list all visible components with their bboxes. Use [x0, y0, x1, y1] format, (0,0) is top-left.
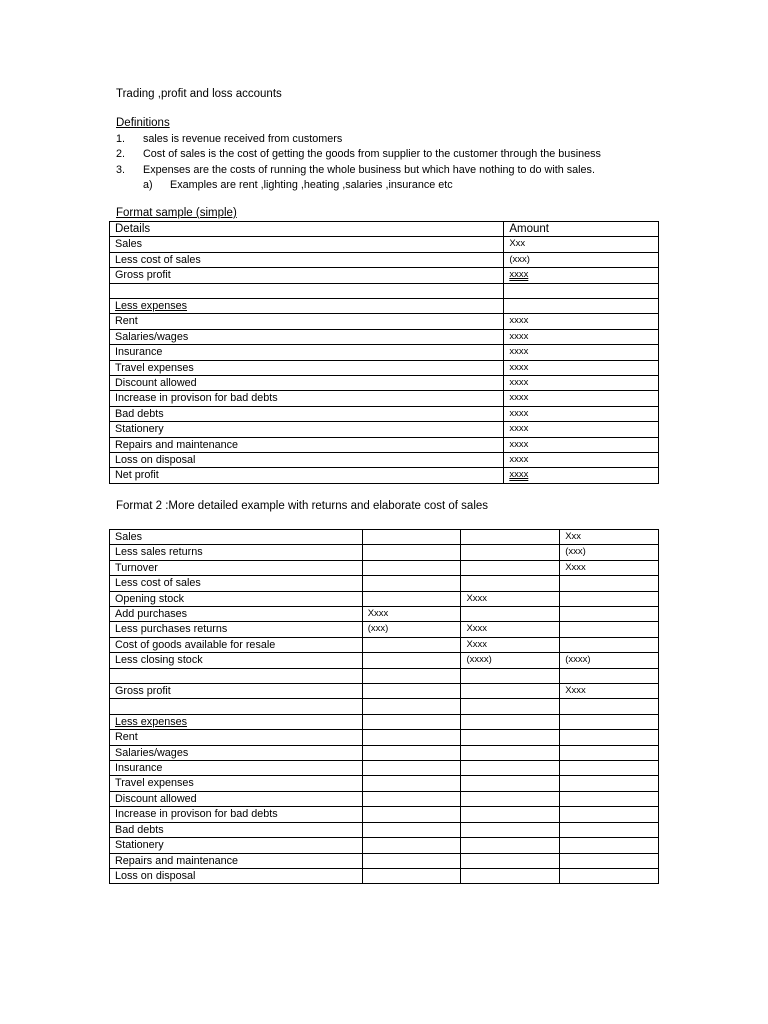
- format2-cell-c2: [362, 822, 461, 837]
- format1-row-label: Sales: [110, 237, 504, 252]
- format2-table: [109, 529, 659, 884]
- format1-row-label: Salaries/wages: [110, 329, 504, 344]
- format1-row: [110, 437, 659, 452]
- format1-row-label: Net profit: [110, 468, 504, 483]
- format2-cell-c4: [560, 591, 659, 606]
- format2-cell-c2: [362, 699, 461, 714]
- definition-text: Expenses are the costs of running the whole business but which have nothing to do with sales.: [143, 163, 595, 176]
- format2-cell-c3: [461, 576, 560, 591]
- format2-row-label: Less sales returns: [110, 545, 363, 560]
- format2-row: [110, 868, 659, 883]
- format1-row: [110, 268, 659, 283]
- format2-cell-c2: [362, 776, 461, 791]
- format2-row-label: Salaries/wages: [110, 745, 363, 760]
- format2-cell-c3: [461, 530, 560, 545]
- format2-row: [110, 684, 659, 699]
- format2-cell-c3: [461, 560, 560, 575]
- format2-row-label: Sales: [110, 530, 363, 545]
- format2-cell-c3: Xxxx: [461, 622, 560, 637]
- format2-cell-c3: Xxxx: [461, 637, 560, 652]
- format1-row-amount: xxxx: [504, 329, 659, 344]
- format2-cell-c4: [560, 868, 659, 883]
- format2-row-label: Cost of goods available for resale: [110, 637, 363, 652]
- format2-cell-c4: [560, 576, 659, 591]
- format1-row: [110, 299, 659, 314]
- format1-row: [110, 360, 659, 375]
- format2-row-label: Turnover: [110, 560, 363, 575]
- format2-row-label: Less closing stock: [110, 653, 363, 668]
- format2-cell-c4: Xxxx: [560, 560, 659, 575]
- definition-text: Cost of sales is the cost of getting the goods from supplier to the customer through the business: [143, 148, 601, 161]
- format2-cell-c2: [362, 653, 461, 668]
- format2-cell-c3: [461, 684, 560, 699]
- format1-row: [110, 252, 659, 267]
- format1-row-amount: xxxx: [504, 345, 659, 360]
- format1-row: [110, 453, 659, 468]
- format2-cell-c3: [461, 745, 560, 760]
- format2-row: [110, 791, 659, 806]
- format2-cell-c2: [362, 838, 461, 853]
- format2-row-label: Gross profit: [110, 684, 363, 699]
- format1-row: [110, 468, 659, 483]
- format1-row-amount: xxxx: [504, 468, 659, 483]
- format1-row-amount: Xxx: [504, 237, 659, 252]
- format1-row-label: Travel expenses: [110, 360, 504, 375]
- format1-row: [110, 237, 659, 252]
- format2-cell-c4: (xxx): [560, 545, 659, 560]
- format2-cell-c4: [560, 822, 659, 837]
- format1-row-label: Less cost of sales: [110, 252, 504, 267]
- definition-subitem-number: a): [143, 178, 153, 191]
- format2-row-label: [110, 699, 363, 714]
- format1-row-label: Insurance: [110, 345, 504, 360]
- format1-row-label: Gross profit: [110, 268, 504, 283]
- format2-row: [110, 591, 659, 606]
- format2-row: [110, 853, 659, 868]
- format2-row-label: Opening stock: [110, 591, 363, 606]
- format1-header-row: [110, 222, 659, 237]
- definitions-heading: Definitions: [116, 117, 170, 129]
- format2-cell-c4: Xxxx: [560, 684, 659, 699]
- format2-cell-c3: [461, 776, 560, 791]
- format2-cell-c4: [560, 637, 659, 652]
- format2-row: [110, 730, 659, 745]
- format1-row-label: Repairs and maintenance: [110, 437, 504, 452]
- format2-cell-c3: [461, 791, 560, 806]
- format1-row-label: [110, 283, 504, 298]
- format1-row: [110, 422, 659, 437]
- format2-row: [110, 545, 659, 560]
- format1-heading: Format sample (simple): [116, 207, 237, 219]
- format2-cell-c3: [461, 699, 560, 714]
- format2-row: [110, 699, 659, 714]
- format2-cell-c2: Xxxx: [362, 607, 461, 622]
- format1-row-label: Increase in provison for bad debts: [110, 391, 504, 406]
- format2-cell-c2: [362, 637, 461, 652]
- format2-cell-c4: [560, 607, 659, 622]
- format1-row-amount: xxxx: [504, 314, 659, 329]
- format2-row-label: Stationery: [110, 838, 363, 853]
- format2-cell-c4: [560, 699, 659, 714]
- format1-row-amount: xxxx: [504, 437, 659, 452]
- format2-row: [110, 761, 659, 776]
- format2-cell-c2: [362, 868, 461, 883]
- format2-row: [110, 530, 659, 545]
- format2-cell-c3: (xxxx): [461, 653, 560, 668]
- format1-row-amount: xxxx: [504, 422, 659, 437]
- format2-cell-c4: [560, 622, 659, 637]
- definition-number: 1.: [116, 133, 126, 145]
- format2-cell-c2: (xxx): [362, 622, 461, 637]
- format2-row: [110, 622, 659, 637]
- format2-row-label: Travel expenses: [110, 776, 363, 791]
- format2-row-label: Insurance: [110, 761, 363, 776]
- format2-cell-c3: [461, 668, 560, 683]
- format1-row: [110, 391, 659, 406]
- format1-row-label: Discount allowed: [110, 376, 504, 391]
- definition-number: 3.: [116, 163, 126, 176]
- format1-row-label: Less expenses: [110, 299, 504, 314]
- format1-row-amount: [504, 283, 659, 298]
- format2-cell-c3: [461, 714, 560, 729]
- format2-cell-c2: [362, 714, 461, 729]
- format2-cell-c4: [560, 776, 659, 791]
- format2-cell-c4: [560, 714, 659, 729]
- format1-row-label: Bad debts: [110, 406, 504, 421]
- format2-row: [110, 576, 659, 591]
- format1-row-amount: (xxx): [504, 252, 659, 267]
- format2-row-label: Increase in provison for bad debts: [110, 807, 363, 822]
- format1-row-amount: [504, 299, 659, 314]
- format2-cell-c4: [560, 745, 659, 760]
- definition-subitem-text: Examples are rent ,lighting ,heating ,salaries ,insurance etc: [170, 178, 453, 191]
- format2-row: [110, 637, 659, 652]
- format1-row-amount: xxxx: [504, 391, 659, 406]
- format1-row-amount: xxxx: [504, 453, 659, 468]
- format2-cell-c4: [560, 807, 659, 822]
- format2-cell-c2: [362, 761, 461, 776]
- format2-cell-c3: [461, 807, 560, 822]
- format2-cell-c4: [560, 853, 659, 868]
- format2-row: [110, 714, 659, 729]
- format1-row: [110, 283, 659, 298]
- format2-row-label: Less purchases returns: [110, 622, 363, 637]
- format2-heading: Format 2 :More detailed example with returns and elaborate cost of sales: [116, 500, 489, 512]
- format1-row: [110, 329, 659, 344]
- format2-row-label: [110, 668, 363, 683]
- format2-cell-c3: [461, 761, 560, 776]
- format2-row-label: Repairs and maintenance: [110, 853, 363, 868]
- format2-row-label: Rent: [110, 730, 363, 745]
- format2-row-label: Bad debts: [110, 822, 363, 837]
- page-title: Trading ,profit and loss accounts: [116, 88, 282, 100]
- format2-cell-c3: [461, 545, 560, 560]
- format1-row: [110, 345, 659, 360]
- format2-row-label: Discount allowed: [110, 791, 363, 806]
- format1-row-amount: xxxx: [504, 406, 659, 421]
- format1-row: [110, 406, 659, 421]
- format2-cell-c2: [362, 560, 461, 575]
- format2-cell-c3: [461, 822, 560, 837]
- format2-cell-c4: [560, 668, 659, 683]
- definition-text: sales is revenue received from customers: [143, 133, 343, 145]
- format2-row: [110, 607, 659, 622]
- format2-cell-c4: [560, 761, 659, 776]
- format2-row: [110, 807, 659, 822]
- format2-cell-c2: [362, 576, 461, 591]
- format1-row-amount: xxxx: [504, 360, 659, 375]
- format2-cell-c3: [461, 838, 560, 853]
- format2-cell-c2: [362, 745, 461, 760]
- amount-header: Amount: [504, 222, 659, 237]
- format1-row-label: Stationery: [110, 422, 504, 437]
- format2-row: [110, 838, 659, 853]
- format2-row: [110, 653, 659, 668]
- format2-row-label: Less expenses: [110, 714, 363, 729]
- format2-cell-c3: Xxxx: [461, 591, 560, 606]
- format2-cell-c4: [560, 838, 659, 853]
- format2-cell-c2: [362, 791, 461, 806]
- format2-cell-c2: [362, 530, 461, 545]
- details-header: Details: [110, 222, 504, 237]
- format2-row: [110, 776, 659, 791]
- format2-cell-c3: [461, 868, 560, 883]
- format2-cell-c4: [560, 791, 659, 806]
- format2-cell-c2: [362, 853, 461, 868]
- format2-cell-c4: [560, 730, 659, 745]
- format2-row: [110, 745, 659, 760]
- format2-row: [110, 668, 659, 683]
- format2-cell-c4: Xxx: [560, 530, 659, 545]
- format2-cell-c2: [362, 807, 461, 822]
- format2-cell-c3: [461, 853, 560, 868]
- format1-row-amount: xxxx: [504, 376, 659, 391]
- format2-row-label: Less cost of sales: [110, 576, 363, 591]
- format2-cell-c4: (xxxx): [560, 653, 659, 668]
- format2-row-label: Add purchases: [110, 607, 363, 622]
- format1-table: [109, 221, 659, 484]
- format2-cell-c2: [362, 730, 461, 745]
- format2-cell-c2: [362, 545, 461, 560]
- format2-row-label: Loss on disposal: [110, 868, 363, 883]
- format2-cell-c3: [461, 730, 560, 745]
- definition-number: 2.: [116, 148, 126, 161]
- format1-row: [110, 314, 659, 329]
- format1-row-label: Loss on disposal: [110, 453, 504, 468]
- format1-row-amount: xxxx: [504, 268, 659, 283]
- format1-row: [110, 376, 659, 391]
- format1-row-label: Rent: [110, 314, 504, 329]
- format2-row: [110, 560, 659, 575]
- format2-cell-c2: [362, 668, 461, 683]
- format2-cell-c2: [362, 591, 461, 606]
- format2-cell-c3: [461, 607, 560, 622]
- format2-row: [110, 822, 659, 837]
- format2-cell-c2: [362, 684, 461, 699]
